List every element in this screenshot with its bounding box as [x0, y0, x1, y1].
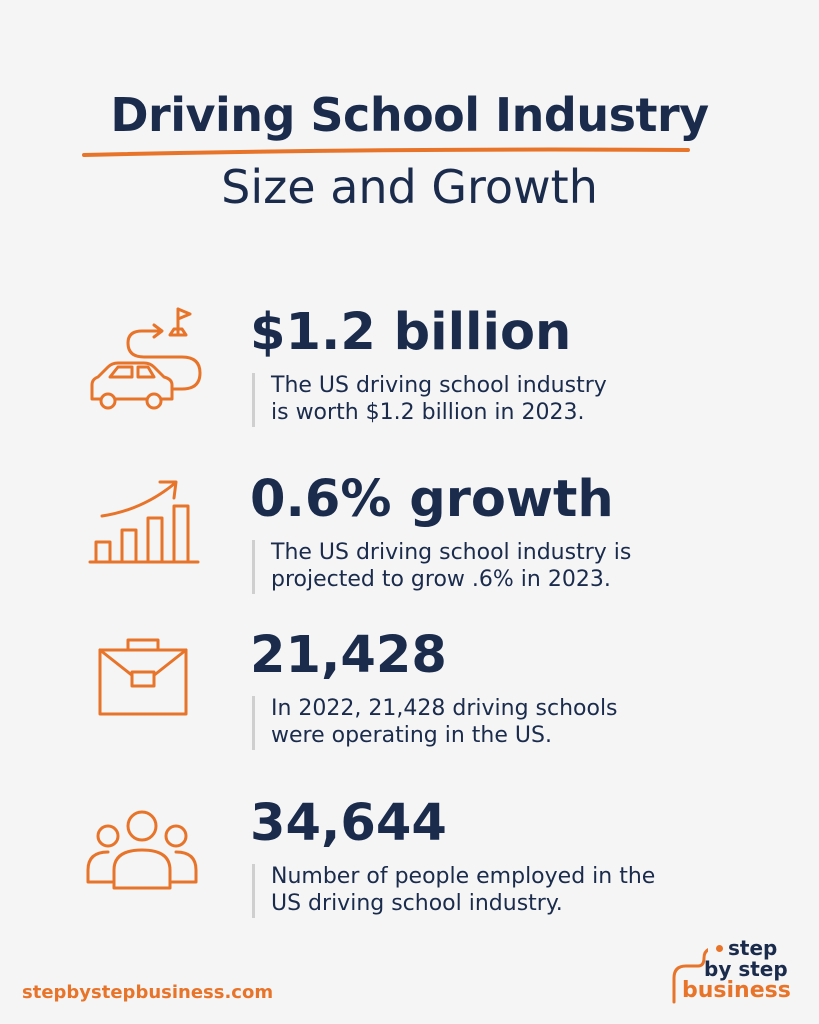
- growth-bar-chart-icon: [82, 472, 212, 582]
- car-route-flag-icon: [82, 305, 212, 415]
- logo-text-step: step: [728, 936, 778, 960]
- logo-text-bystep: by step: [704, 957, 788, 981]
- stat-value: $1.2 billion: [250, 303, 572, 362]
- logo-text-business: business: [682, 978, 791, 1003]
- footer-website-link[interactable]: stepbystepbusiness.com: [22, 982, 274, 1003]
- brand-logo: [668, 938, 798, 1004]
- stat-description: The US driving school industry is projected to grow .6% in 2023.: [252, 540, 751, 594]
- stat-value: 21,428: [250, 626, 447, 685]
- page-subtitle: Size and Growth: [221, 160, 598, 214]
- people-group-icon: [82, 796, 212, 906]
- stat-school-count: [0, 628, 819, 778]
- stat-industry-worth: [0, 305, 819, 455]
- stat-description: The US driving school industry is worth $1.2 billion in 2023.: [252, 373, 751, 427]
- stat-value: 0.6% growth: [250, 470, 614, 529]
- page-title-block: [0, 88, 819, 143]
- stat-value: 34,644: [250, 794, 447, 853]
- stat-description: In 2022, 21,428 driving schools were operating in the US.: [252, 696, 751, 750]
- page-title: Driving School Industry: [110, 88, 709, 142]
- logo-dot: [716, 945, 723, 952]
- title-underline: [82, 146, 692, 158]
- briefcase-icon: [82, 628, 212, 738]
- stat-growth: [0, 472, 819, 622]
- stat-employment: [0, 796, 819, 946]
- stat-description: Number of people employed in the US driving school industry.: [252, 864, 751, 918]
